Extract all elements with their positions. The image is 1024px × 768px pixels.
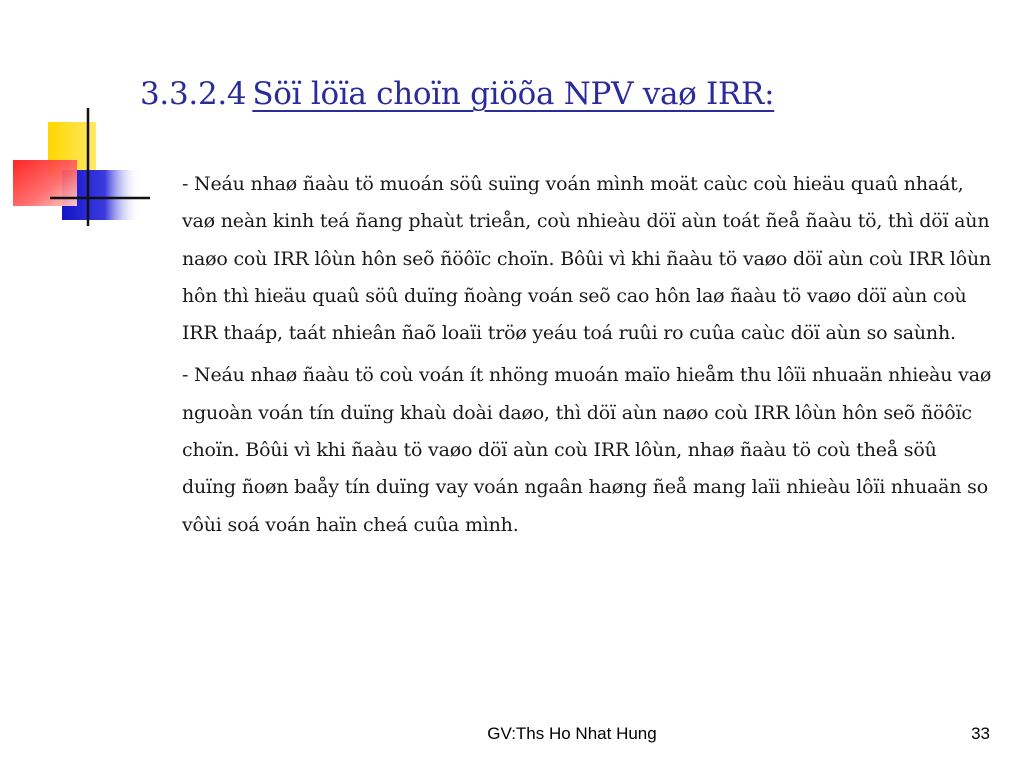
slide-title — [140, 76, 774, 112]
decorative-squares — [0, 0, 150, 240]
slide-body — [182, 166, 994, 549]
title-number: 3.3.2.4 — [140, 76, 247, 112]
footer-author: GV:Ths Ho Nhat Hung — [487, 724, 657, 743]
paragraph-1: - Neáu nhaø ñaàu tö muoán söû suïng voán mình moät caùc coù hieäu quaû nhaát, vaø neàn kinh teá ñang phaùt trieån, coù nhieàu döï aùn toát ñeå ñaàu tö, thì döï aùn naøo coù IRR lôùn hôn seõ ñöôïc choïn. Bôûi vì khi ñaàu tö vaøo döï aùn coù IRR lôùn hôn thì hieäu quaû söû duïng ñoàng voán seõ cao hôn laø ñaàu tö vaøo döï aùn coù IRR thaáp, taát nhieân ñaõ loaïi tröø yeáu toá ruûi ro cuûa caùc döï aùn so saùnh. — [182, 173, 992, 345]
page-number: 33 — [971, 724, 990, 743]
title-text: Söï löïa choïn giöõa NPV vaø IRR: — [252, 76, 775, 112]
paragraph-2: - Neáu nhaø ñaàu tö coù voán ít nhöng muoán maïo hieåm thu lôïi nhuaän nhieàu vaø nguoàn voán tín duïng khaù doài daøo, thì döï aùn naøo coù IRR lôùn hôn seõ ñöôïc choïn. Bôûi vì khi ñaàu tö vaøo döï aùn coù IRR lôùn, nhaø ñaàu tö coù theå söû duïng ñoøn baåy tín duïng vay voán ngaân haøng ñeå mang laïi nhieàu lôïi nhuaän so vôùi soá voán haïn cheá cuûa mình. — [182, 364, 992, 536]
